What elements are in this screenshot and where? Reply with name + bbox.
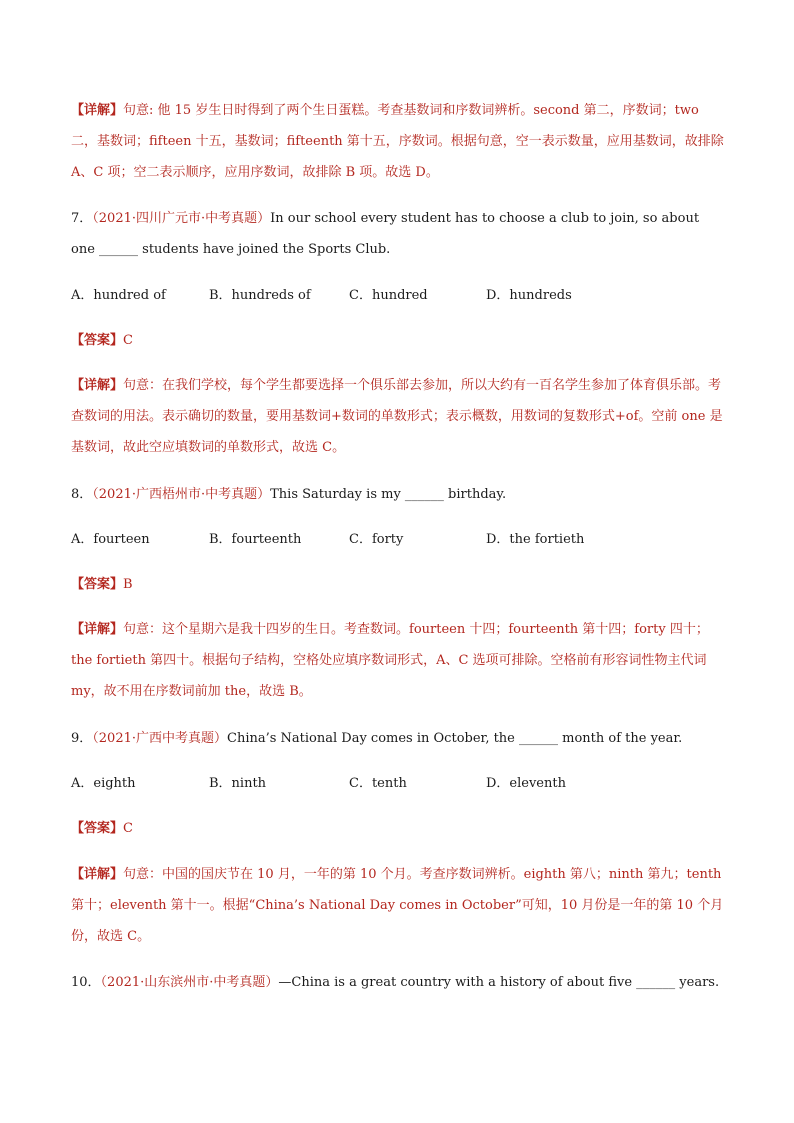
q9-detail-text: 句意：中国的国庆节在 10 月，一年的第 10 个月。考查序数词辨析。eighth 第八；ninth 第九；tenth 第十；eleventh 第十一。根据“China’s National Day comes in October”可知，10 月份是一年的第 10 个月份，故选 C。 <box>71 867 724 944</box>
answer-label: 【答案】 <box>71 333 124 348</box>
q10-number: 10． <box>71 975 101 990</box>
q6-detail <box>71 95 725 188</box>
q8-option-b: B．fourteenth <box>209 532 302 547</box>
detail-label: 【详解】 <box>71 622 124 637</box>
q7-answer-value: C <box>123 333 133 348</box>
q7-option-c: C．hundred <box>349 288 428 303</box>
answer-label: 【答案】 <box>71 577 124 592</box>
q8-stem-text: This Saturday is my ______ birthday. <box>270 487 507 502</box>
q9-answer <box>71 813 725 844</box>
q9-options <box>71 774 725 794</box>
q7-stem-text: In our school every student has to choose a club to join, so about one ______ students have joined the Sports Club. <box>71 211 700 257</box>
q8-option-a: A．fourteen <box>71 532 150 547</box>
q7-detail-text: 句意：在我们学校，每个学生都要选择一个俱乐部去参加，所以大约有一百名学生参加了体育俱乐部。考查数词的用法。表示确切的数量，要用基数词+数词的单数形式；表示概数，用数词的复数形式+of。空前 one 是基数词，故此空应填数词的单数形式，故选 C。 <box>71 378 723 455</box>
q9-option-a: A．eighth <box>71 776 136 791</box>
q7-number: 7． <box>71 211 93 226</box>
q6-detail-text: 句意: 他 15 岁生日时得到了两个生日蛋糕。考查基数词和序数词辨析。second 第二，序数词；two 二，基数词；fifteen 十五，基数词；fifteenth 第十五，序数词。根据句意，空一表示数量，应用基数词，故排除 A、C 项；空二表示顺序，应用序数词，故排除 B 项。故选 D。 <box>71 103 724 180</box>
q7-source: （2021·四川广元市·中考真题） <box>92 211 271 226</box>
q9-detail <box>71 859 725 952</box>
q9-source: （2021·广西中考真题） <box>92 731 227 746</box>
q7-option-b: B．hundreds of <box>209 288 311 303</box>
q10-stem <box>71 967 725 998</box>
q7-detail <box>71 370 725 463</box>
q8-options <box>71 530 725 550</box>
detail-label: 【详解】 <box>71 867 124 882</box>
detail-label: 【详解】 <box>71 103 124 118</box>
q8-detail <box>71 614 725 707</box>
q10-stem-text: —China is a great country with a history of about five ______ years. <box>278 975 720 990</box>
q8-stem <box>71 479 725 510</box>
q9-stem <box>71 723 725 754</box>
q8-answer-value: B <box>123 577 133 592</box>
q7-stem <box>71 203 725 265</box>
q8-option-c: C．forty <box>349 532 404 547</box>
q8-source: （2021·广西梧州市·中考真题） <box>92 487 271 502</box>
q8-number: 8． <box>71 487 93 502</box>
q8-answer <box>71 569 725 600</box>
q9-option-d: D．eleventh <box>486 776 566 791</box>
q9-number: 9． <box>71 731 93 746</box>
answer-label: 【答案】 <box>71 821 124 836</box>
q8-detail-text: 句意：这个星期六是我十四岁的生日。考查数词。fourteen 十四；fourteenth 第十四；forty 四十；the fortieth 第四十。根据句子结构，空格处应填序数词形式，A、C 选项可排除。空格前有形容词性物主代词 my，故不用在序数词前加 the，故选 B。 <box>71 622 709 699</box>
q7-option-a: A．hundred of <box>71 288 166 303</box>
q8-option-d: D．the fortieth <box>486 532 585 547</box>
q10-source: （2021·山东滨州市·中考真题） <box>100 975 279 990</box>
q7-options <box>71 286 725 306</box>
detail-label: 【详解】 <box>71 378 124 393</box>
q7-answer <box>71 325 725 356</box>
q9-option-b: B．ninth <box>209 776 267 791</box>
q7-option-d: D．hundreds <box>486 288 572 303</box>
q9-answer-value: C <box>123 821 133 836</box>
q9-stem-text: China’s National Day comes in October, the ______ month of the year. <box>227 731 683 746</box>
q9-option-c: C．tenth <box>349 776 407 791</box>
